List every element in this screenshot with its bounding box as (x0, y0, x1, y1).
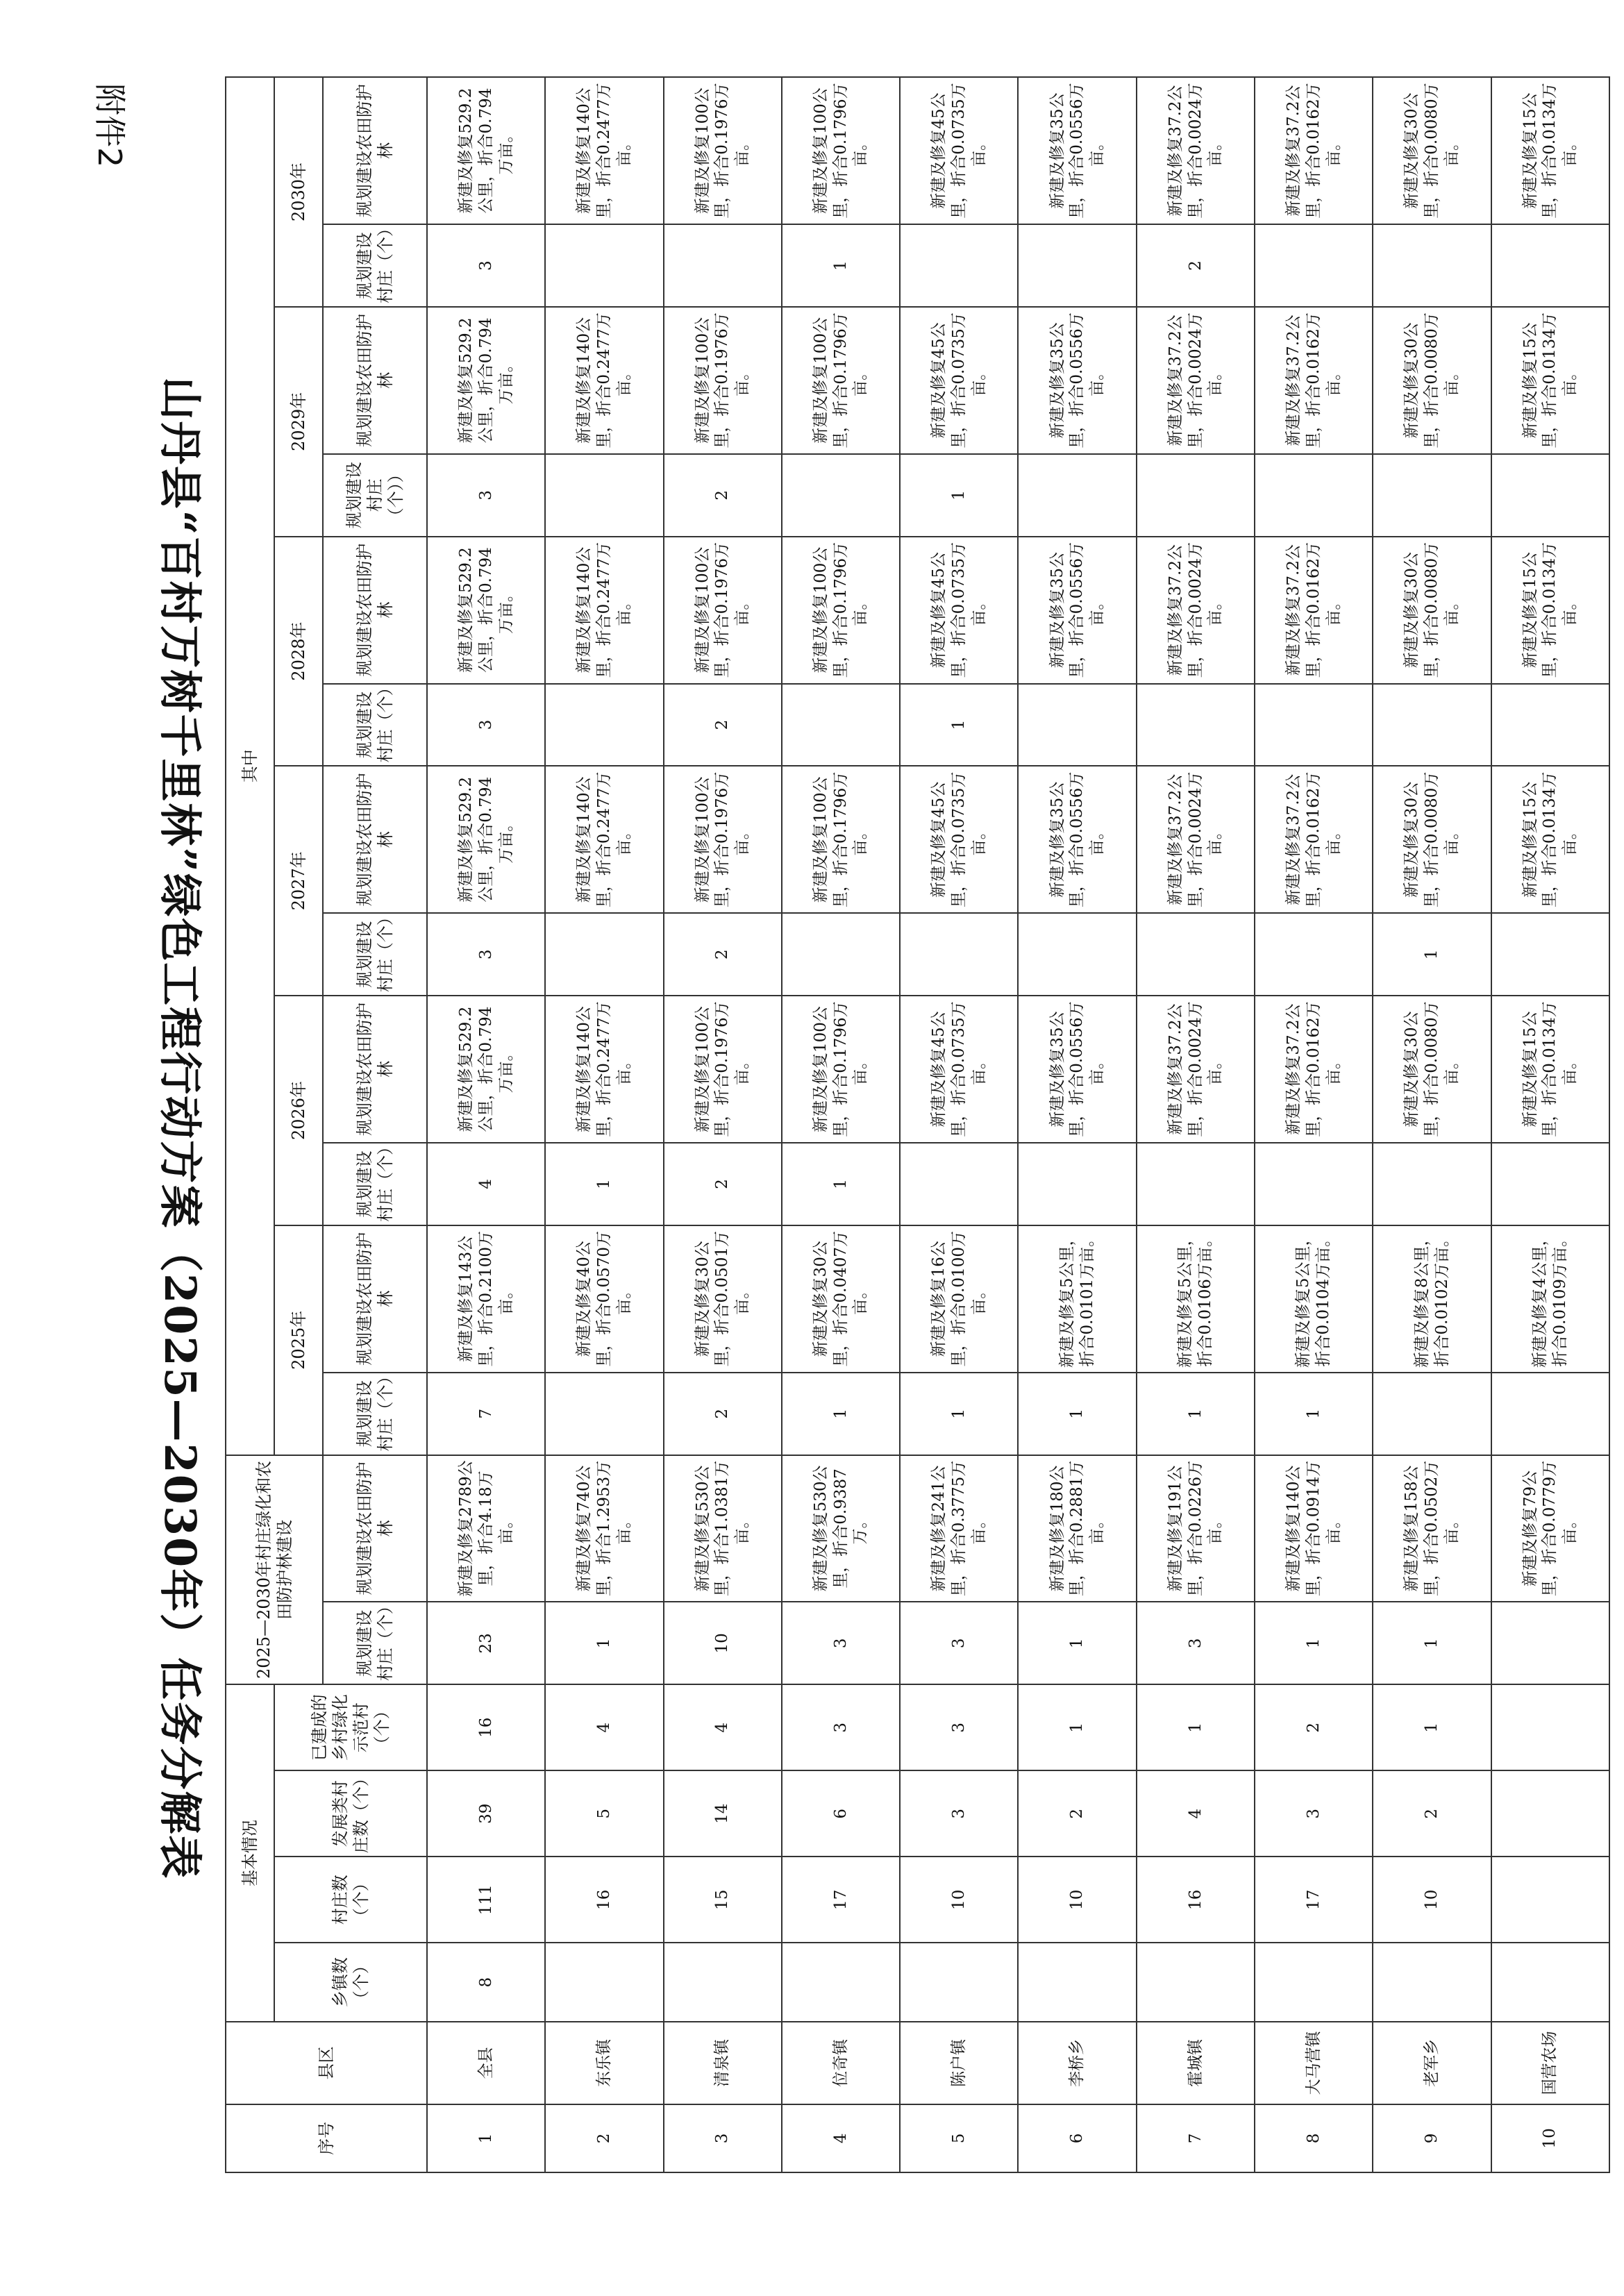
header-2026-villages: 规划建设村庄（个） (323, 1143, 427, 1225)
row-towns (1018, 1943, 1136, 2022)
row-2026-forest: 新建及修复37.2公里，折合0.0024万亩。 (1137, 996, 1255, 1143)
row-plan-villages: 3 (900, 1602, 1018, 1684)
row-2027-forest: 新建及修复37.2公里，折合0.0024万亩。 (1137, 766, 1255, 913)
row-2025-forest: 新建及修复5公里，折合0.0106万亩。 (1137, 1225, 1255, 1373)
header-year-2028: 2028年 (274, 537, 323, 766)
row-seq: 1 (427, 2104, 545, 2172)
row-2025-villages: 2 (664, 1373, 782, 1455)
row-2030-forest: 新建及修复15公里，折合0.0134万亩。 (1491, 77, 1609, 224)
row-demo-villages: 3 (900, 1684, 1018, 1770)
row-2030-forest: 新建及修复100公里，折合0.1976万亩。 (664, 77, 782, 224)
row-2027-villages: 3 (427, 913, 545, 996)
row-2029-forest: 新建及修复35公里，折合0.0556万亩。 (1018, 307, 1136, 454)
header-2027-villages: 规划建设村庄（个） (323, 913, 427, 996)
header-year-2027: 2027年 (274, 766, 323, 996)
row-2026-villages (1491, 1143, 1609, 1225)
row-2030-villages: 2 (1137, 224, 1255, 307)
row-2025-villages (545, 1373, 663, 1455)
row-2026-villages: 2 (664, 1143, 782, 1225)
row-2028-villages (1255, 684, 1373, 766)
row-2030-villages (1255, 224, 1373, 307)
row-2028-forest: 新建及修复30公里，折合0.0080万亩。 (1373, 537, 1491, 684)
row-2029-forest: 新建及修复37.2公里，折合0.0162万亩。 (1255, 307, 1373, 454)
row-2027-forest: 新建及修复45公里，折合0.0735万亩。 (900, 766, 1018, 913)
row-dev-villages: 3 (900, 1770, 1018, 1857)
row-2027-villages (1491, 913, 1609, 996)
row-2028-villages: 2 (664, 684, 782, 766)
row-dev-villages: 3 (1255, 1770, 1373, 1857)
row-2028-forest: 新建及修复100公里，折合0.1976万亩。 (664, 537, 782, 684)
row-plan-forest: 新建及修复180公里，折合0.2881万亩。 (1018, 1455, 1136, 1602)
header-among: 其中 (226, 77, 274, 1455)
row-2029-forest: 新建及修复15公里，折合0.0134万亩。 (1491, 307, 1609, 454)
row-2026-villages: 1 (545, 1143, 663, 1225)
row-2026-villages (1018, 1143, 1136, 1225)
row-2026-forest: 新建及修复100公里，折合0.1976万亩。 (664, 996, 782, 1143)
row-plan-villages: 3 (782, 1602, 900, 1684)
row-towns (782, 1943, 900, 2022)
table-row (1373, 77, 1491, 2172)
row-2029-forest: 新建及修复45公里，折合0.0735万亩。 (900, 307, 1018, 454)
row-towns (545, 1943, 663, 2022)
row-2027-villages (900, 913, 1018, 996)
row-villages: 10 (1373, 1857, 1491, 1943)
row-2026-forest: 新建及修复35公里，折合0.0556万亩。 (1018, 996, 1136, 1143)
header-year-2026: 2026年 (274, 996, 323, 1225)
row-plan-villages: 3 (1137, 1602, 1255, 1684)
row-2027-villages (782, 913, 900, 996)
row-2030-villages: 3 (427, 224, 545, 307)
row-seq: 2 (545, 2104, 663, 2172)
row-towns (1137, 1943, 1255, 2022)
row-villages (1491, 1857, 1609, 1943)
row-villages: 15 (664, 1857, 782, 1943)
row-2025-forest: 新建及修复40公里，折合0.0570万亩。 (545, 1225, 663, 1373)
row-2029-forest: 新建及修复140公里，折合0.2477万亩。 (545, 307, 663, 454)
row-2029-villages (545, 454, 663, 537)
row-2027-villages: 1 (1373, 913, 1491, 996)
row-2028-forest: 新建及修复45公里，折合0.0735万亩。 (900, 537, 1018, 684)
row-towns (1491, 1943, 1609, 2022)
row-2025-villages: 7 (427, 1373, 545, 1455)
row-plan-forest: 新建及修复530公里，折合0.9387万。 (782, 1455, 900, 1602)
row-2029-forest: 新建及修复529.2公里，折合0.794万亩。 (427, 307, 545, 454)
row-2027-forest: 新建及修复37.2公里，折合0.0162万亩。 (1255, 766, 1373, 913)
row-2028-forest: 新建及修复35公里，折合0.0556万亩。 (1018, 537, 1136, 684)
header-2027-forest: 规划建设农田防护林 (323, 766, 427, 913)
row-county: 霍城镇 (1137, 2022, 1255, 2104)
row-demo-villages: 4 (664, 1684, 782, 1770)
row-plan-forest: 新建及修复79公里，折合0.0779万亩。 (1491, 1455, 1609, 1602)
row-demo-villages: 1 (1137, 1684, 1255, 1770)
header-2029-forest: 规划建设农田防护林 (323, 307, 427, 454)
table-row (545, 77, 663, 2172)
row-2028-forest: 新建及修复529.2公里，折合0.794万亩。 (427, 537, 545, 684)
row-2026-forest: 新建及修复37.2公里，折合0.0162万亩。 (1255, 996, 1373, 1143)
row-towns (664, 1943, 782, 2022)
row-2029-villages (782, 454, 900, 537)
row-plan-forest: 新建及修复140公里，折合0.0914万亩。 (1255, 1455, 1373, 1602)
row-2025-villages (1491, 1373, 1609, 1455)
row-2028-villages (545, 684, 663, 766)
row-dev-villages: 2 (1018, 1770, 1136, 1857)
row-demo-villages: 3 (782, 1684, 900, 1770)
row-plan-villages (1491, 1602, 1609, 1684)
header-plan-total: 2025—2030年村庄绿化和农田防护林建设 (226, 1455, 323, 1685)
row-2026-forest: 新建及修复100公里，折合0.1796万亩。 (782, 996, 900, 1143)
row-seq: 9 (1373, 2104, 1491, 2172)
header-county: 县区 (226, 2022, 427, 2104)
header-2025-forest: 规划建设农田防护林 (323, 1225, 427, 1373)
row-2025-forest: 新建及修复30公里，折合0.0501万亩。 (664, 1225, 782, 1373)
row-2026-villages (900, 1143, 1018, 1225)
row-demo-villages: 1 (1373, 1684, 1491, 1770)
row-2027-forest: 新建及修复140公里，折合0.2477万亩。 (545, 766, 663, 913)
row-demo-villages (1491, 1684, 1609, 1770)
row-plan-forest: 新建及修复2789公里，折合4.18万亩。 (427, 1455, 545, 1602)
row-county: 老军乡 (1373, 2022, 1491, 2104)
row-2030-villages (664, 224, 782, 307)
header-2030-forest: 规划建设农田防护林 (323, 77, 427, 224)
row-2025-forest: 新建及修复4公里，折合0.0109万亩。 (1491, 1225, 1609, 1373)
row-2026-villages: 1 (782, 1143, 900, 1225)
row-county: 东乐镇 (545, 2022, 663, 2104)
row-2028-villages (1491, 684, 1609, 766)
header-demo-villages: 已建成的乡村绿化示范村（个） (274, 1684, 427, 1770)
row-dev-villages: 4 (1137, 1770, 1255, 1857)
row-2030-villages: 1 (782, 224, 900, 307)
document-title: 山丹县“百村万树千里林”绿色工程行动方案（2025—2030年）任务分解表 (155, 376, 206, 1880)
row-2027-forest: 新建及修复100公里，折合0.1796万亩。 (782, 766, 900, 913)
row-county: 位奇镇 (782, 2022, 900, 2104)
header-2030-villages: 规划建设村庄（个） (323, 224, 427, 307)
row-2029-forest: 新建及修复30公里，折合0.0080万亩。 (1373, 307, 1491, 454)
row-2027-forest: 新建及修复35公里，折合0.0556万亩。 (1018, 766, 1136, 913)
row-2029-forest: 新建及修复37.2公里，折合0.0024万亩。 (1137, 307, 1255, 454)
row-2030-forest: 新建及修复35公里，折合0.0556万亩。 (1018, 77, 1136, 224)
row-2030-villages (900, 224, 1018, 307)
row-plan-villages: 1 (545, 1602, 663, 1684)
header-dev-villages: 发展类村庄数（个） (274, 1770, 427, 1857)
row-plan-villages: 1 (1018, 1602, 1136, 1684)
row-2028-forest: 新建及修复100公里，折合0.1796万亩。 (782, 537, 900, 684)
row-villages: 111 (427, 1857, 545, 1943)
header-plan-villages: 规划建设村庄（个） (323, 1602, 427, 1684)
row-plan-forest: 新建及修复158公里，折合0.0502万亩。 (1373, 1455, 1491, 1602)
row-villages: 16 (545, 1857, 663, 1943)
row-2026-villages: 4 (427, 1143, 545, 1225)
table-row (1255, 77, 1373, 2172)
row-towns (1373, 1943, 1491, 2022)
row-plan-forest: 新建及修复740公里，折合1.2953万亩。 (545, 1455, 663, 1602)
row-villages: 17 (1255, 1857, 1373, 1943)
row-2025-forest: 新建及修复143公里，折合0.2100万亩。 (427, 1225, 545, 1373)
row-2028-villages (782, 684, 900, 766)
row-towns (1255, 1943, 1373, 2022)
row-seq: 5 (900, 2104, 1018, 2172)
row-2029-villages (1491, 454, 1609, 537)
row-2028-forest: 新建及修复37.2公里，折合0.0162万亩。 (1255, 537, 1373, 684)
row-2025-forest: 新建及修复16公里，折合0.0100万亩。 (900, 1225, 1018, 1373)
row-plan-forest: 新建及修复191公里，折合0.0226万亩。 (1137, 1455, 1255, 1602)
row-plan-forest: 新建及修复241公里，折合0.3775万亩。 (900, 1455, 1018, 1602)
row-towns (900, 1943, 1018, 2022)
row-2028-villages: 1 (900, 684, 1018, 766)
row-2027-forest: 新建及修复30公里，折合0.0080万亩。 (1373, 766, 1491, 913)
row-county: 全县 (427, 2022, 545, 2104)
row-demo-villages: 2 (1255, 1684, 1373, 1770)
table-row (782, 77, 900, 2172)
row-2028-villages (1137, 684, 1255, 766)
row-villages: 16 (1137, 1857, 1255, 1943)
row-2027-villages: 2 (664, 913, 782, 996)
row-2025-villages: 1 (1018, 1373, 1136, 1455)
row-2026-forest: 新建及修复30公里，折合0.0080万亩。 (1373, 996, 1491, 1143)
row-dev-villages: 6 (782, 1770, 900, 1857)
row-2028-forest: 新建及修复140公里，折合0.2477万亩。 (545, 537, 663, 684)
row-2025-forest: 新建及修复8公里，折合0.0102万亩。 (1373, 1225, 1491, 1373)
header-2029-villages: 规划建设村庄（个）） (323, 454, 427, 537)
row-demo-villages: 16 (427, 1684, 545, 1770)
attachment-label: 附件2 (91, 83, 128, 168)
row-demo-villages: 1 (1018, 1684, 1136, 1770)
row-dev-villages: 5 (545, 1770, 663, 1857)
row-2025-villages: 1 (1255, 1373, 1373, 1455)
row-2030-forest: 新建及修复37.2公里，折合0.0024万亩。 (1137, 77, 1255, 224)
row-2030-villages (1491, 224, 1609, 307)
table-row (1491, 77, 1609, 2172)
row-2027-villages (1137, 913, 1255, 996)
row-2027-villages (1255, 913, 1373, 996)
row-2030-villages (545, 224, 663, 307)
header-2025-villages: 规划建设村庄（个） (323, 1373, 427, 1455)
header-basic: 基本情况 (226, 1684, 274, 2022)
table-row (900, 77, 1018, 2172)
row-2025-villages: 1 (900, 1373, 1018, 1455)
row-2029-forest: 新建及修复100公里，折合0.1796万亩。 (782, 307, 900, 454)
row-plan-villages: 10 (664, 1602, 782, 1684)
row-plan-villages: 1 (1255, 1602, 1373, 1684)
row-2029-villages: 2 (664, 454, 782, 537)
row-2029-villages (1137, 454, 1255, 537)
header-year-2029: 2029年 (274, 307, 323, 537)
row-seq: 4 (782, 2104, 900, 2172)
table-row (664, 77, 782, 2172)
row-2028-villages: 3 (427, 684, 545, 766)
header-2028-forest: 规划建设农田防护林 (323, 537, 427, 684)
row-2027-villages (1018, 913, 1136, 996)
row-2026-forest: 新建及修复529.2公里，折合0.794万亩。 (427, 996, 545, 1143)
row-2030-forest: 新建及修复529.2公里，折合0.794万亩。 (427, 77, 545, 224)
row-2026-forest: 新建及修复140公里，折合0.2477万亩。 (545, 996, 663, 1143)
row-2028-forest: 新建及修复37.2公里，折合0.0024万亩。 (1137, 537, 1255, 684)
row-dev-villages (1491, 1770, 1609, 1857)
row-county: 大马营镇 (1255, 2022, 1373, 2104)
header-villages: 村庄数（个） (274, 1857, 427, 1943)
row-2025-villages: 1 (1137, 1373, 1255, 1455)
row-plan-villages: 1 (1373, 1602, 1491, 1684)
header-towns: 乡镇数（个） (274, 1943, 427, 2022)
row-county: 国营农场 (1491, 2022, 1609, 2104)
table-row (1137, 77, 1255, 2172)
row-dev-villages: 2 (1373, 1770, 1491, 1857)
row-2027-forest: 新建及修复529.2公里，折合0.794万亩。 (427, 766, 545, 913)
row-2030-forest: 新建及修复37.2公里，折合0.0162万亩。 (1255, 77, 1373, 224)
header-seq: 序号 (226, 2104, 427, 2172)
task-breakdown-table (225, 76, 1610, 2173)
header-year-2030: 2030年 (274, 77, 323, 307)
row-2025-villages: 1 (782, 1373, 900, 1455)
row-2028-forest: 新建及修复15公里，折合0.0134万亩。 (1491, 537, 1609, 684)
row-2030-forest: 新建及修复45公里，折合0.0735万亩。 (900, 77, 1018, 224)
row-2027-villages (545, 913, 663, 996)
table-row (427, 77, 545, 2172)
header-2026-forest: 规划建设农田防护林 (323, 996, 427, 1143)
row-2026-villages (1373, 1143, 1491, 1225)
row-2025-villages (1373, 1373, 1491, 1455)
row-2029-forest: 新建及修复100公里，折合0.1976万亩。 (664, 307, 782, 454)
row-county: 陈户镇 (900, 2022, 1018, 2104)
row-dev-villages: 14 (664, 1770, 782, 1857)
row-2026-villages (1255, 1143, 1373, 1225)
row-demo-villages: 4 (545, 1684, 663, 1770)
row-2029-villages (1018, 454, 1136, 537)
row-2030-forest: 新建及修复30公里，折合0.0080万亩。 (1373, 77, 1491, 224)
row-2028-villages (1018, 684, 1136, 766)
row-2029-villages (1373, 454, 1491, 537)
row-villages: 17 (782, 1857, 900, 1943)
row-seq: 7 (1137, 2104, 1255, 2172)
row-2030-villages (1018, 224, 1136, 307)
row-2029-villages (1255, 454, 1373, 537)
row-2029-villages: 1 (900, 454, 1018, 537)
row-2029-villages: 3 (427, 454, 545, 537)
table-row (1018, 77, 1136, 2172)
row-2026-forest: 新建及修复15公里，折合0.0134万亩。 (1491, 996, 1609, 1143)
row-2025-forest: 新建及修复5公里，折合0.0104万亩。 (1255, 1225, 1373, 1373)
row-seq: 10 (1491, 2104, 1609, 2172)
row-2027-forest: 新建及修复15公里，折合0.0134万亩。 (1491, 766, 1609, 913)
row-2030-forest: 新建及修复140公里，折合0.2477万亩。 (545, 77, 663, 224)
row-2028-villages (1373, 684, 1491, 766)
row-villages: 10 (900, 1857, 1018, 1943)
row-seq: 3 (664, 2104, 782, 2172)
row-plan-forest: 新建及修复530公里，折合1.0381万亩。 (664, 1455, 782, 1602)
row-2030-forest: 新建及修复100公里，折合0.1796万亩。 (782, 77, 900, 224)
row-dev-villages: 39 (427, 1770, 545, 1857)
row-2026-forest: 新建及修复45公里，折合0.0735万亩。 (900, 996, 1018, 1143)
row-2025-forest: 新建及修复5公里，折合0.0101万亩。 (1018, 1225, 1136, 1373)
row-seq: 6 (1018, 2104, 1136, 2172)
row-towns: 8 (427, 1943, 545, 2022)
row-2026-villages (1137, 1143, 1255, 1225)
row-seq: 8 (1255, 2104, 1373, 2172)
row-2025-forest: 新建及修复30公里，折合0.0407万亩。 (782, 1225, 900, 1373)
row-county: 清泉镇 (664, 2022, 782, 2104)
row-villages: 10 (1018, 1857, 1136, 1943)
row-2027-forest: 新建及修复100公里，折合0.1976万亩。 (664, 766, 782, 913)
row-county: 李桥乡 (1018, 2022, 1136, 2104)
row-plan-villages: 23 (427, 1602, 545, 1684)
header-2028-villages: 规划建设村庄（个） (323, 684, 427, 766)
header-plan-forest: 规划建设农田防护林 (323, 1455, 427, 1602)
header-year-2025: 2025年 (274, 1225, 323, 1455)
row-2030-villages (1373, 224, 1491, 307)
